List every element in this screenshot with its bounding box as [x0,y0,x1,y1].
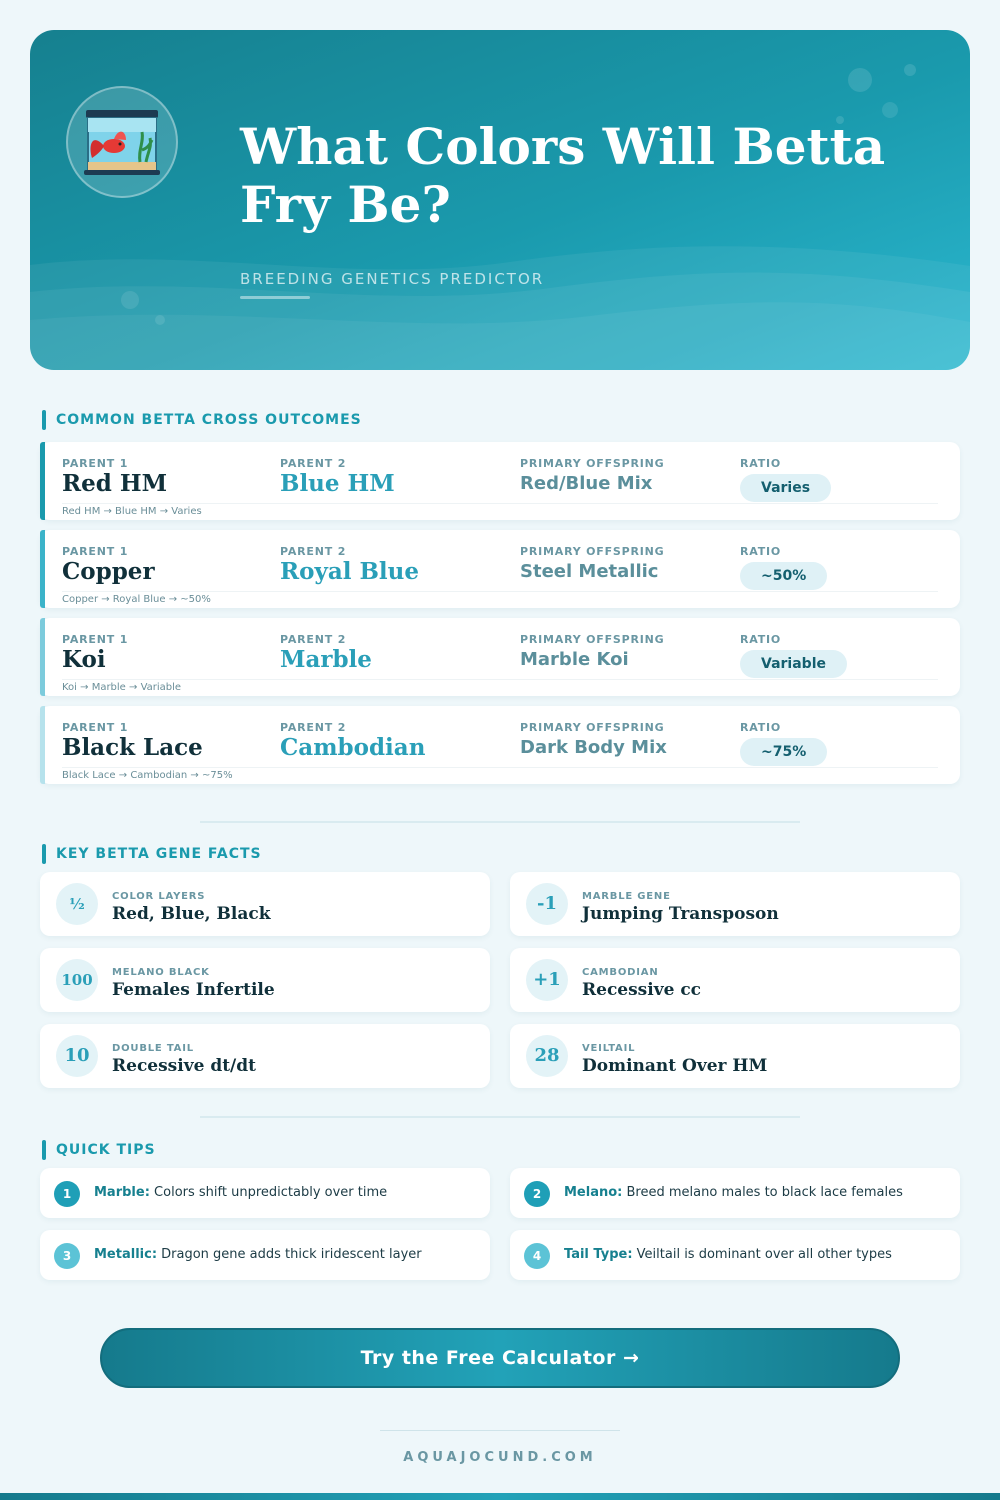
fact-number-badge: 28 [526,1035,568,1077]
tip-body: Dragon gene adds thick iridescent layer [161,1247,422,1262]
fact-number-badge: 100 [56,959,98,1001]
cross-accent-bar [40,706,45,784]
parent1-label: PARENT 1 [62,457,129,470]
fact-number-badge: +1 [526,959,568,1001]
free-calculator-button[interactable]: Try the Free Calculator → [100,1328,900,1388]
parent2-label: PARENT 2 [280,633,347,646]
cross-card [40,442,960,520]
fact-value: Females Infertile [112,980,275,1000]
parent1-value: Red HM [62,470,168,497]
tip-number-badge: 4 [524,1243,550,1269]
parent1-label: PARENT 1 [62,721,129,734]
parent2-label: PARENT 2 [280,457,347,470]
fact-number-badge: -1 [526,883,568,925]
ratio-badge: ~75% [740,738,827,766]
card-divider [62,591,938,592]
card-divider [62,503,938,504]
parent1-value: Black Lace [62,734,203,761]
tip-card [510,1168,960,1218]
tip-title: Melano: [564,1185,623,1200]
subtitle-underline [240,296,310,299]
offspring-label: PRIMARY OFFSPRING [520,457,665,470]
gene-fact-card [510,872,960,936]
tip-body: Breed melano males to black lace females [626,1185,903,1200]
fact-value: Recessive dt/dt [112,1056,257,1076]
tip-body: Veiltail is dominant over all other types [636,1247,892,1262]
hero-banner [30,30,970,370]
offspring-value: Marble Koi [520,649,629,670]
ratio-label: RATIO [740,633,782,646]
cross-formula: Koi → Marble → Variable [62,682,182,693]
gene-fact-card [40,872,490,936]
cross-accent-bar [40,530,45,608]
ratio-label: RATIO [740,721,782,734]
logo-badge [66,86,178,198]
ratio-badge: Varies [740,474,831,502]
gene-fact-card [510,1024,960,1088]
tip-text [94,1185,387,1200]
parent1-label: PARENT 1 [62,633,129,646]
cross-accent-bar [40,618,45,696]
cross-card [40,706,960,784]
ratio-label: RATIO [740,545,782,558]
cross-formula: Red HM → Blue HM → Varies [62,506,202,517]
fact-value: Dominant Over HM [582,1056,768,1076]
tip-title: Metallic: [94,1247,158,1262]
section-heading-tips: QUICK TIPS [42,1140,156,1160]
parent2-value: Cambodian [280,734,426,761]
section-divider [200,821,800,823]
offspring-label: PRIMARY OFFSPRING [520,633,665,646]
cross-formula: Copper → Royal Blue → ~50% [62,594,211,605]
parent2-label: PARENT 2 [280,721,347,734]
tip-text [564,1247,892,1262]
offspring-value: Dark Body Mix [520,737,667,758]
tip-card [510,1230,960,1280]
ratio-label: RATIO [740,457,782,470]
parent1-value: Copper [62,558,155,585]
fact-label: CAMBODIAN [582,967,659,978]
parent2-value: Blue HM [280,470,395,497]
tip-number-badge: 3 [54,1243,80,1269]
ratio-badge: ~50% [740,562,827,590]
offspring-label: PRIMARY OFFSPRING [520,721,665,734]
footer-divider [380,1430,620,1431]
tip-title: Tail Type: [564,1247,633,1262]
tip-number-badge: 2 [524,1181,550,1207]
gene-fact-card [40,948,490,1012]
fact-value: Jumping Transposon [582,904,779,924]
cross-formula: Black Lace → Cambodian → ~75% [62,770,233,781]
offspring-label: PRIMARY OFFSPRING [520,545,665,558]
ratio-badge: Variable [740,650,847,678]
parent2-label: PARENT 2 [280,545,347,558]
fact-number-badge: ½ [56,883,98,925]
cross-card [40,618,960,696]
section-divider [200,1116,800,1118]
fact-value: Red, Blue, Black [112,904,271,924]
parent1-label: PARENT 1 [62,545,129,558]
parent2-value: Marble [280,646,372,673]
parent1-value: Koi [62,646,106,673]
offspring-value: Steel Metallic [520,561,659,582]
page-title: What Colors Will Betta Fry Be? [240,117,886,234]
fact-label: VEILTAIL [582,1043,636,1054]
fact-label: MARBLE GENE [582,891,671,902]
gene-fact-card [510,948,960,1012]
fact-label: COLOR LAYERS [112,891,206,902]
cross-accent-bar [40,442,45,520]
parent2-value: Royal Blue [280,558,419,585]
tip-text [94,1247,422,1262]
fact-number-badge: 10 [56,1035,98,1077]
tip-number-badge: 1 [54,1181,80,1207]
offspring-value: Red/Blue Mix [520,473,653,494]
page-subtitle: BREEDING GENETICS PREDICTOR [240,270,545,288]
fact-value: Recessive cc [582,980,702,1000]
aquarium-betta-icon [68,88,176,196]
cross-card [40,530,960,608]
section-heading-crosses: COMMON BETTA CROSS OUTCOMES [42,410,362,430]
tip-body: Colors shift unpredictably over time [154,1185,388,1200]
footer-site-link[interactable]: AQUAJOCUND.COM [403,1450,597,1465]
tip-card [40,1230,490,1280]
fact-label: DOUBLE TAIL [112,1043,194,1054]
fact-label: MELANO BLACK [112,967,210,978]
section-heading-facts: KEY BETTA GENE FACTS [42,844,262,864]
card-divider [62,767,938,768]
gene-fact-card [40,1024,490,1088]
tip-text [564,1185,903,1200]
tip-title: Marble: [94,1185,150,1200]
bottom-accent-bar [0,1493,1000,1500]
tip-card [40,1168,490,1218]
card-divider [62,679,938,680]
